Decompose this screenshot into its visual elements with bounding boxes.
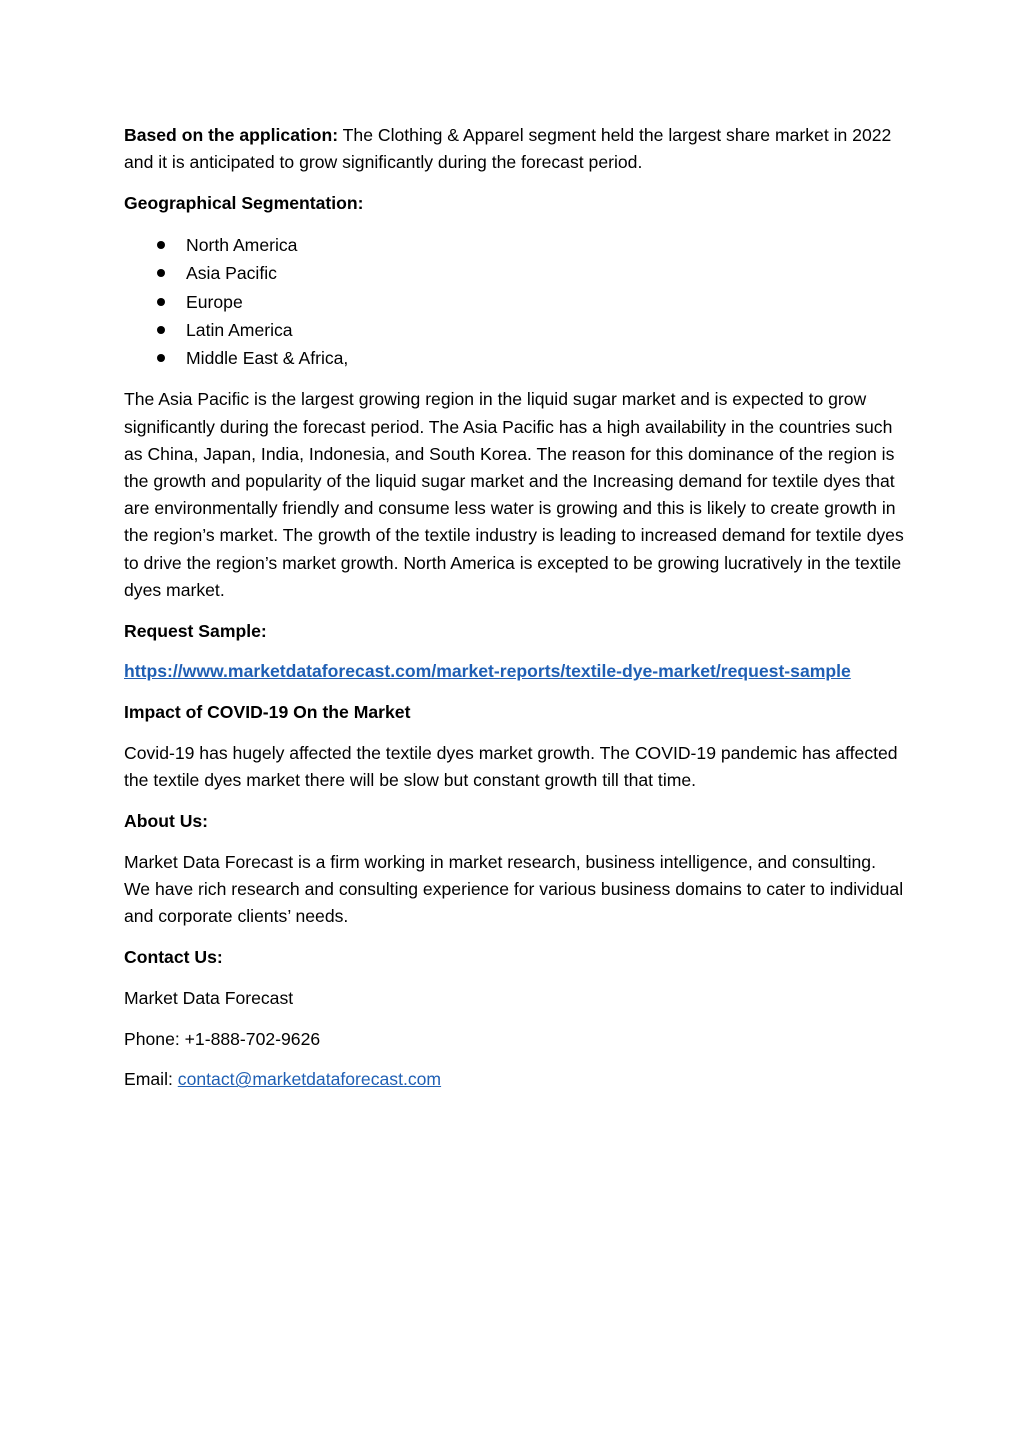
region-label: Latin America	[186, 320, 293, 341]
bullet-icon	[157, 298, 165, 306]
document-page	[124, 122, 904, 1107]
bullet-icon	[157, 354, 165, 362]
contact-heading: Contact Us:	[124, 947, 223, 968]
application-paragraph	[124, 122, 904, 176]
list-item	[124, 344, 904, 372]
about-heading: About Us:	[124, 811, 209, 832]
region-label: Middle East & Africa,	[186, 348, 349, 369]
application-label: Based on the application:	[124, 125, 339, 145]
region-list	[124, 231, 904, 373]
bullet-icon	[157, 241, 165, 249]
region-label: Europe	[186, 291, 243, 312]
asia-pacific-paragraph: The Asia Pacific is the largest growing region in the liquid sugar market and is expected to grow significantly during the forecast period. The Asia Pacific has a high availability in the countries such as China, Japan, India, Indonesia, and South Korea. The reason for this dominance of the region is the growth and popularity of the liquid sugar market and the Increasing demand for textile dyes that are environmentally friendly and consume less water is growing and this is likely to create growth in the region’s market. The growth of the textile industry is leading to increased demand for textile dyes to drive the region’s market growth. North America is excepted to be growing lucratively in the textile dyes market.	[124, 389, 904, 600]
contact-company: Market Data Forecast	[124, 987, 294, 1008]
contact-phone: Phone: +1-888-702-9626	[124, 1028, 321, 1049]
application-text: The Clothing & Apparel segment held the largest share market in 2022 and it is anticipated to grow significantly during the forecast period.	[124, 125, 892, 173]
bullet-icon	[157, 269, 165, 277]
region-label: North America	[186, 234, 298, 255]
geo-heading: Geographical Segmentation:	[124, 193, 364, 213]
email-label: Email:	[124, 1069, 178, 1090]
covid-paragraph: Covid-19 has hugely affected the textile dyes market growth. The COVID-19 pandemic has affected the textile dyes market there will be slow but constant growth till that time.	[124, 743, 898, 791]
list-item	[124, 288, 904, 316]
list-item	[124, 316, 904, 344]
about-paragraph: Market Data Forecast is a firm working in market research, business intelligence, and consulting. We have rich research and consulting experience for various business domains to cater to individual and corporate clients’ needs.	[124, 851, 904, 927]
list-item	[124, 231, 904, 259]
covid-heading: Impact of COVID-19 On the Market	[124, 702, 411, 723]
bullet-icon	[157, 326, 165, 334]
request-sample-link[interactable]: https://www.marketdataforecast.com/market-reports/textile-dye-market/request-sample	[124, 661, 851, 682]
list-item	[124, 259, 904, 287]
request-sample-heading: Request Sample:	[124, 620, 267, 641]
region-label: Asia Pacific	[186, 263, 277, 284]
request-sample-paragraph	[124, 658, 904, 685]
contact-email-line	[124, 1066, 904, 1093]
email-link[interactable]: contact@marketdataforecast.com	[177, 1069, 442, 1090]
